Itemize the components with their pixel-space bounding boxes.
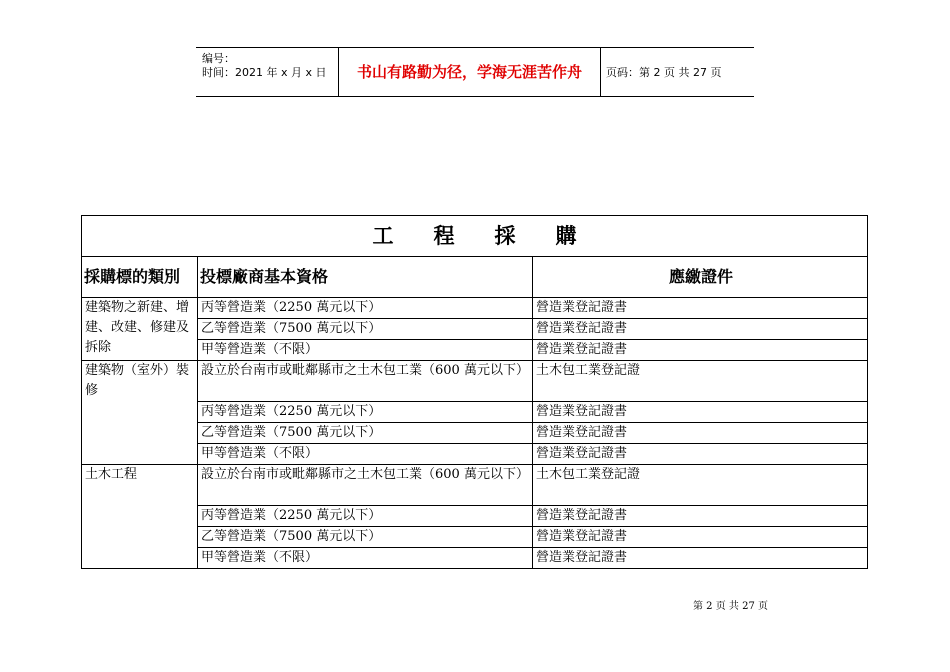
- qualification-cell: 設立於台南市或毗鄰縣市之土木包工業（600 萬元以下）: [198, 361, 533, 402]
- table-title: 工程採購: [82, 216, 868, 257]
- qualification-cell: 丙等營造業（2250 萬元以下）: [198, 402, 533, 423]
- table-row: [82, 361, 868, 402]
- time-label: 时间：2021 年 x 月 x 日: [202, 66, 327, 79]
- table-row: [82, 319, 868, 340]
- category-cell: 土木工程: [82, 465, 198, 569]
- documents-cell: 營造業登記證書: [533, 298, 868, 319]
- qualification-cell: 甲等營造業（不限）: [198, 444, 533, 465]
- column-header-row: [82, 257, 868, 298]
- qualification-cell: 乙等營造業（7500 萬元以下）: [198, 423, 533, 444]
- qualification-cell: 設立於台南市或毗鄰縣市之土木包工業（600 萬元以下）: [198, 465, 533, 506]
- page-label: 页码：第 2 页 共 27 页: [606, 66, 722, 79]
- documents-cell: 營造業登記證書: [533, 423, 868, 444]
- documents-cell: 土木包工業登記證: [533, 361, 868, 402]
- procurement-table: [81, 215, 868, 569]
- documents-cell: 營造業登記證書: [533, 340, 868, 361]
- qualification-cell: 丙等營造業（2250 萬元以下）: [198, 506, 533, 527]
- header-page-cell: [600, 48, 754, 96]
- page-footer: 第 2 页 共 27 页: [693, 601, 768, 612]
- table-row: [82, 465, 868, 506]
- title-row: [82, 216, 868, 257]
- documents-cell: 營造業登記證書: [533, 506, 868, 527]
- table-row: [82, 340, 868, 361]
- documents-cell: 營造業登記證書: [533, 548, 868, 569]
- category-cell: 建築物（室外）裝修: [82, 361, 198, 465]
- table-row: [82, 444, 868, 465]
- header-motto-cell: [338, 48, 601, 96]
- qualification-cell: 乙等營造業（7500 萬元以下）: [198, 527, 533, 548]
- table-row: [82, 506, 868, 527]
- column-header-category: 採購標的類別: [82, 257, 198, 298]
- qualification-cell: 甲等營造業（不限）: [198, 340, 533, 361]
- documents-cell: 營造業登記證書: [533, 527, 868, 548]
- qualification-cell: 丙等營造業（2250 萬元以下）: [198, 298, 533, 319]
- serial-label: 编号：: [202, 52, 235, 65]
- documents-cell: 營造業登記證書: [533, 319, 868, 340]
- qualification-cell: 乙等營造業（7500 萬元以下）: [198, 319, 533, 340]
- category-cell: 建築物之新建、增建、改建、修建及拆除: [82, 298, 198, 361]
- documents-cell: 營造業登記證書: [533, 402, 868, 423]
- table-row: [82, 548, 868, 569]
- documents-cell: 營造業登記證書: [533, 444, 868, 465]
- header-meta-cell: [196, 48, 338, 96]
- table-row: [82, 527, 868, 548]
- column-header-qualification: 投標廠商基本資格: [198, 257, 533, 298]
- table-row: [82, 298, 868, 319]
- table-row: [82, 423, 868, 444]
- document-header: [196, 47, 754, 97]
- documents-cell: 土木包工業登記證: [533, 465, 868, 506]
- motto-text: 书山有路勤为径，学海无涯苦作舟: [356, 63, 582, 81]
- column-header-documents: 應繳證件: [533, 257, 868, 298]
- qualification-cell: 甲等營造業（不限）: [198, 548, 533, 569]
- table-row: [82, 402, 868, 423]
